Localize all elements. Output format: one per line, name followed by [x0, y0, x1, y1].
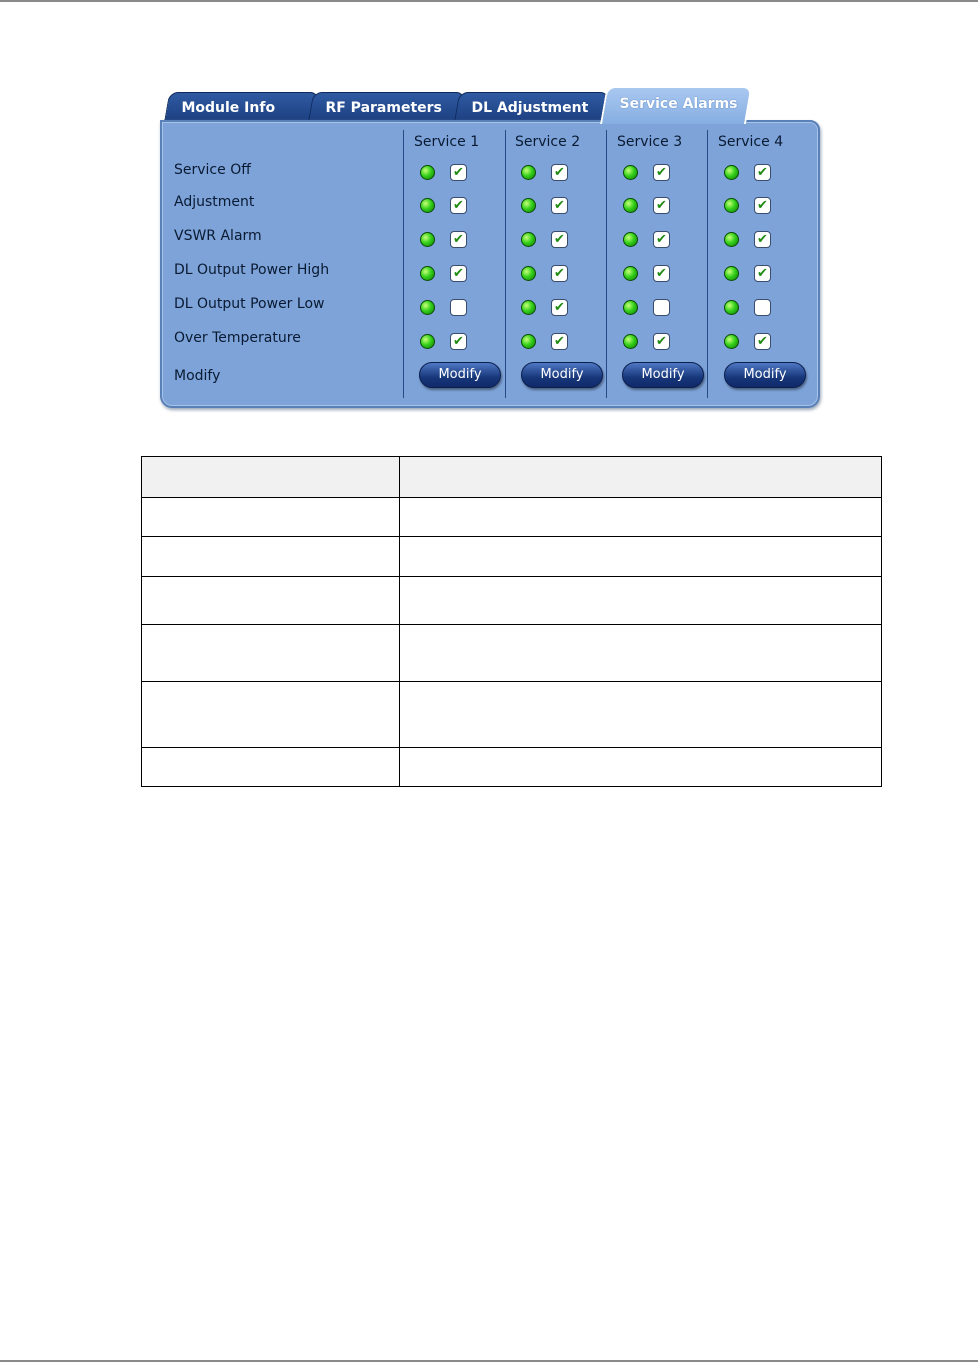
status-led-icon: [420, 334, 435, 349]
alarm-enable-checkbox[interactable]: ✔: [653, 197, 670, 214]
service-2-header: Service 2: [515, 134, 581, 150]
alarm-enable-checkbox[interactable]: ✔: [754, 164, 771, 181]
row-label-modify: Modify: [174, 368, 221, 384]
bottom-rule: [0, 1360, 978, 1362]
row-label-dl-output-power-low: DL Output Power Low: [174, 296, 325, 312]
alarm-enable-checkbox[interactable]: ✔: [450, 164, 467, 181]
alarm-enable-checkbox[interactable]: ✔: [450, 197, 467, 214]
alarm-enable-checkbox[interactable]: ✔: [754, 333, 771, 350]
modify-button-service-4[interactable]: Modify: [724, 362, 806, 388]
tab-service-alarms[interactable]: Service Alarms: [600, 86, 753, 124]
modify-button-service-3[interactable]: Modify: [622, 362, 704, 388]
table-header-cell: [141, 456, 400, 498]
top-rule: [0, 0, 978, 2]
table-cell: [399, 576, 882, 625]
table-cell: [399, 624, 882, 682]
alarm-enable-checkbox[interactable]: ✔: [653, 265, 670, 282]
status-led-icon: [623, 198, 638, 213]
alarm-enable-checkbox[interactable]: [754, 299, 771, 316]
row-label-service-off: Service Off: [174, 162, 251, 178]
status-led-icon: [724, 300, 739, 315]
status-led-icon: [521, 165, 536, 180]
status-led-icon: [724, 232, 739, 247]
status-led-icon: [724, 198, 739, 213]
column-divider: [403, 130, 404, 398]
status-led-icon: [420, 198, 435, 213]
alarm-enable-checkbox[interactable]: ✔: [551, 164, 568, 181]
table-cell: [141, 536, 400, 577]
row-label-over-temperature: Over Temperature: [174, 330, 301, 346]
table-header-cell: [399, 456, 882, 498]
description-table: [141, 456, 882, 787]
status-led-icon: [521, 334, 536, 349]
alarm-enable-checkbox[interactable]: ✔: [754, 231, 771, 248]
status-led-icon: [420, 165, 435, 180]
table-cell: [399, 747, 882, 787]
service-alarms-panel: [160, 120, 820, 408]
alarm-enable-checkbox[interactable]: ✔: [551, 299, 568, 316]
row-label-adjustment: Adjustment: [174, 194, 255, 210]
status-led-icon: [521, 232, 536, 247]
alarm-enable-checkbox[interactable]: ✔: [551, 231, 568, 248]
row-label-dl-output-power-high: DL Output Power High: [174, 262, 330, 278]
column-divider: [707, 130, 708, 398]
table-cell: [141, 576, 400, 625]
table-cell: [141, 497, 400, 537]
status-led-icon: [724, 334, 739, 349]
alarm-enable-checkbox[interactable]: ✔: [754, 265, 771, 282]
alarm-enable-checkbox[interactable]: [450, 299, 467, 316]
status-led-icon: [623, 266, 638, 281]
status-led-icon: [724, 266, 739, 281]
tab-module-info[interactable]: Module Info: [164, 92, 319, 122]
service-1-header: Service 1: [414, 134, 480, 150]
tab-rf-parameters[interactable]: RF Parameters: [308, 92, 465, 122]
alarm-enable-checkbox[interactable]: ✔: [754, 197, 771, 214]
table-cell: [141, 624, 400, 682]
status-led-icon: [623, 334, 638, 349]
row-label-vswr-alarm: VSWR Alarm: [174, 228, 262, 244]
service-4-header: Service 4: [718, 134, 784, 150]
alarm-enable-checkbox[interactable]: [653, 299, 670, 316]
table-cell: [141, 747, 400, 787]
alarm-enable-checkbox[interactable]: ✔: [450, 333, 467, 350]
table-cell: [399, 497, 882, 537]
table-cell: [399, 536, 882, 577]
alarm-enable-checkbox[interactable]: ✔: [551, 333, 568, 350]
tab-dl-adjustment[interactable]: DL Adjustment: [454, 92, 609, 122]
status-led-icon: [724, 165, 739, 180]
alarm-enable-checkbox[interactable]: ✔: [450, 231, 467, 248]
table-cell: [399, 681, 882, 748]
status-led-icon: [623, 232, 638, 247]
table-cell: [141, 681, 400, 748]
column-divider: [505, 130, 506, 398]
service-3-header: Service 3: [617, 134, 683, 150]
status-led-icon: [521, 198, 536, 213]
modify-button-service-2[interactable]: Modify: [521, 362, 603, 388]
alarm-enable-checkbox[interactable]: ✔: [551, 197, 568, 214]
alarm-enable-checkbox[interactable]: ✔: [551, 265, 568, 282]
alarm-enable-checkbox[interactable]: ✔: [653, 164, 670, 181]
status-led-icon: [521, 266, 536, 281]
status-led-icon: [623, 165, 638, 180]
status-led-icon: [420, 266, 435, 281]
alarm-enable-checkbox[interactable]: ✔: [450, 265, 467, 282]
status-led-icon: [420, 232, 435, 247]
column-divider: [606, 130, 607, 398]
service-alarms-widget: [158, 86, 824, 412]
status-led-icon: [420, 300, 435, 315]
alarm-enable-checkbox[interactable]: ✔: [653, 333, 670, 350]
modify-button-service-1[interactable]: Modify: [419, 362, 501, 388]
alarm-enable-checkbox[interactable]: ✔: [653, 231, 670, 248]
status-led-icon: [623, 300, 638, 315]
status-led-icon: [521, 300, 536, 315]
